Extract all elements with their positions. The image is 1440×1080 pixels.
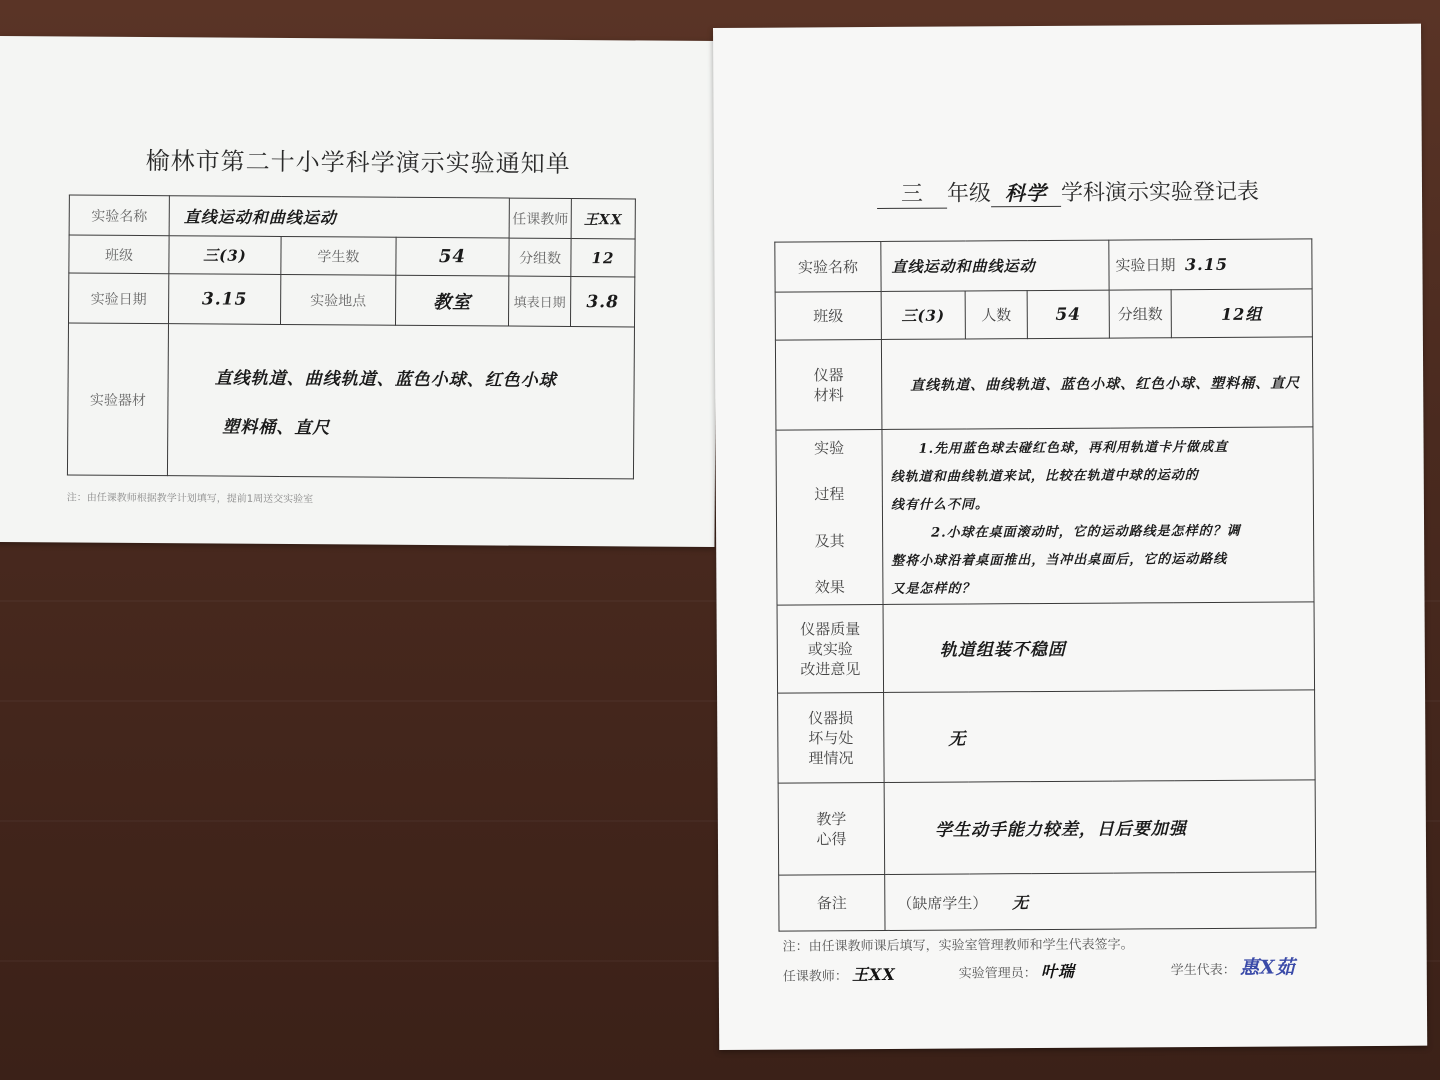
value-r-process: 1.先用蓝色球去碰红色球，再利用轨道卡片做成直 线轨道和曲线轨道来试，比较在轨道中球的运动的 线有什么不同。 2.小球在桌面滚动时，它的运动路线是怎样的？调 整将小球沿着桌面推出，当冲出桌面后，它的运动路线 又是怎样的？ — [890, 439, 1241, 597]
teacher-signature-row — [783, 962, 896, 986]
value-materials-line2: 塑料桶、直尺 — [222, 417, 331, 438]
title-grade-suffix: 年级 — [946, 181, 992, 207]
register-footnote: 注：由任课教师课后填写，实验室管理教师和学生代表签字。 — [782, 937, 1134, 955]
label-r-class: 班级 — [775, 291, 881, 340]
value-r-people: 54 — [1055, 304, 1082, 325]
notice-title: 榆林市第二十小学科学演示实验通知单 — [145, 147, 571, 178]
label-date: 实验日期 — [68, 273, 168, 324]
value-r-absent: 无 — [1012, 893, 1030, 913]
title-grade: 三 — [877, 177, 947, 209]
register-table — [774, 238, 1316, 931]
title-suffix: 学科演示实验登记表 — [1060, 179, 1260, 206]
label-class: 班级 — [69, 235, 169, 274]
label-r-date: 实验日期 — [1115, 256, 1176, 275]
label-r-experiment-name: 实验名称 — [775, 241, 881, 292]
manager-label: 实验管理员： — [958, 966, 1037, 982]
label-r-remarks: 备注 — [779, 874, 885, 931]
label-r-people: 人数 — [965, 291, 1027, 339]
label-teacher: 任课教师 — [509, 198, 571, 238]
manager-signature: 叶瑞 — [1040, 961, 1075, 982]
value-r-quality: 轨道组装不稳固 — [939, 639, 1066, 661]
value-r-class: 三(3) — [901, 306, 946, 325]
value-r-materials: 直线轨道、曲线轨道、蓝色小球、红色小球、塑料桶、直尺 — [910, 374, 1301, 394]
label-experiment-name: 实验名称 — [69, 195, 169, 236]
label-location: 实验地点 — [280, 274, 395, 325]
notice-footnote: 注：由任课教师根据教学计划填写，提前1周送交实验室 — [66, 492, 314, 506]
label-r-quality: 仪器质量 或实验 改进意见 — [777, 604, 884, 693]
label-fill-date: 填表日期 — [509, 276, 571, 326]
label-r-groups: 分组数 — [1109, 290, 1171, 338]
label-r-process: 实验 过程 及其 效果 — [776, 429, 883, 605]
label-r-materials: 仪器 材料 — [775, 339, 882, 430]
label-groups: 分组数 — [509, 238, 571, 276]
value-students: 54 — [438, 246, 467, 268]
label-r-absent: （缺席学生） — [897, 894, 988, 913]
teacher-label: 任课教师： — [782, 969, 848, 985]
label-r-damage: 仪器损 坏与处 理情况 — [778, 692, 885, 783]
title-subject: 科学 — [991, 177, 1061, 207]
student-signature-row — [1171, 952, 1296, 980]
label-r-reflection: 教学 心得 — [778, 782, 885, 875]
manager-signature-row — [959, 959, 1075, 983]
label-students: 学生数 — [281, 236, 396, 275]
value-class: 三(3) — [203, 246, 247, 265]
notice-table — [67, 194, 636, 479]
value-materials-line1: 直线轨道、曲线轨道、蓝色小球、红色小球 — [214, 368, 557, 391]
student-signature: 惠X茹 — [1239, 956, 1296, 979]
value-date: 3.15 — [201, 288, 248, 310]
value-fill-date: 3.8 — [586, 291, 620, 312]
value-location: 教室 — [433, 291, 472, 313]
value-r-date: 3.15 — [1184, 254, 1229, 275]
label-materials: 实验器材 — [67, 323, 168, 476]
register-title — [714, 174, 1422, 210]
value-r-groups: 12组 — [1221, 304, 1263, 324]
register-sheet — [713, 24, 1427, 1050]
value-r-experiment-name: 直线运动和曲线运动 — [891, 257, 1036, 276]
value-groups: 12 — [591, 248, 615, 267]
value-r-damage: 无 — [948, 729, 967, 750]
value-r-reflection: 学生动手能力较差，日后要加强 — [934, 819, 1187, 841]
notice-sheet — [0, 36, 718, 547]
student-label: 学生代表： — [1170, 962, 1236, 979]
value-experiment-name: 直线运动和曲线运动 — [183, 207, 337, 228]
teacher-signature: 王XX — [851, 964, 896, 985]
value-teacher: 王XX — [583, 211, 623, 228]
